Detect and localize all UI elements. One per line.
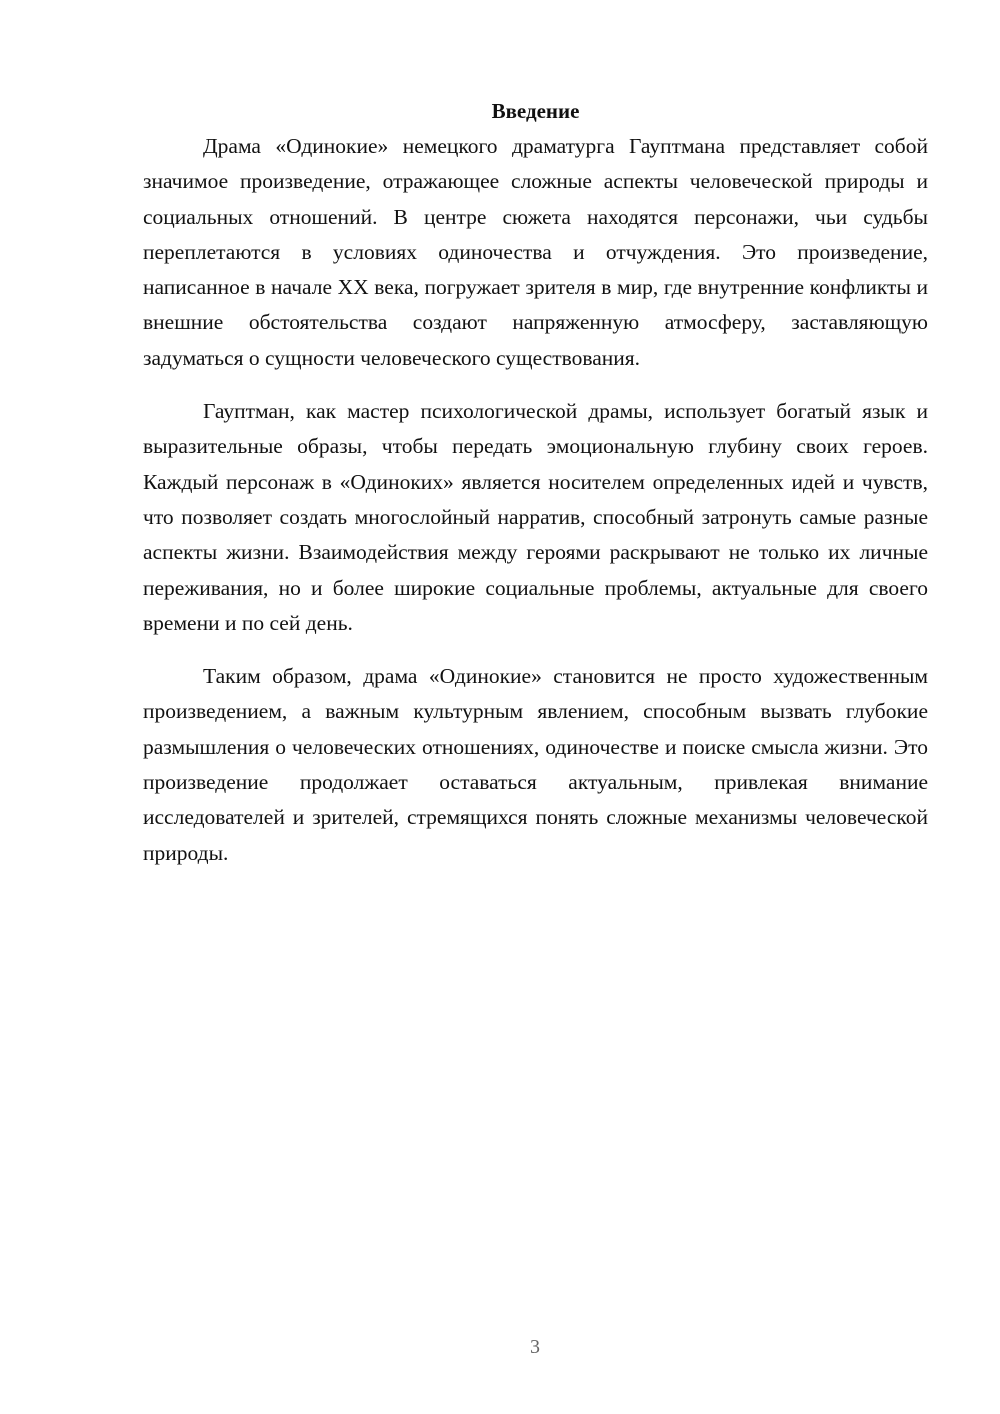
- page-number: 3: [530, 1336, 540, 1358]
- paragraph-1: Драма «Одинокие» немецкого драматурга Гауптмана представляет собой значимое произведение, отражающее сложные аспекты человеческой природы и социальных отношений. В центре сюжета находятся персонажи, чьи судьбы переплетаются в условиях одиночества и отчуждения. Это произведение, написанное в начале XX века, погружает зрителя в мир, где внутренние конфликты и внешние обстоятельства создают напряженную атмосферу, заставляющую задуматься о сущности человеческого существования.: [143, 134, 928, 370]
- section-heading: Введение: [491, 99, 580, 123]
- paragraph-2: Гауптман, как мастер психологической драмы, использует богатый язык и выразительные образы, чтобы передать эмоциональную глубину своих героев. Каждый персонаж в «Одиноких» является носителем определенных идей и чувств, что позволяет создать многослойный нарратив, способный затронуть самые разные аспекты жизни. Взаимодействия между героями раскрывают не только их личные переживания, но и более широкие социальные проблемы, актуальные для своего времени и по сей день.: [143, 399, 928, 635]
- page-content: [143, 94, 928, 871]
- paragraph-3: Таким образом, драма «Одинокие» становится не просто художественным произведением, а важным культурным явлением, способным вызвать глубокие размышления о человеческих отношениях, одиночестве и поиске смысла жизни. Это произведение продолжает оставаться актуальным, привлекая внимание исследователей и зрителей, стремящихся понять сложные механизмы человеческой природы.: [143, 664, 928, 865]
